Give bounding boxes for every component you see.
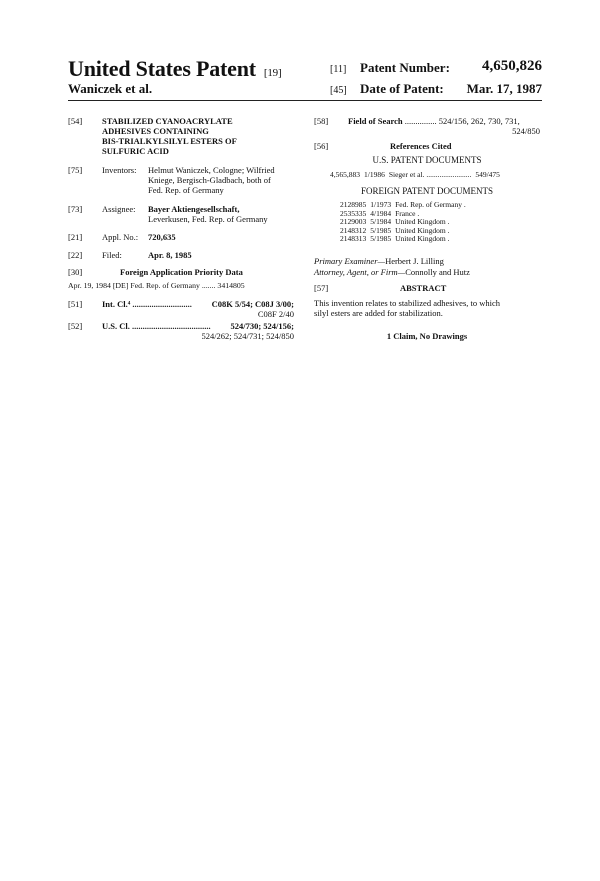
doc-number: 2535335 [340,208,367,218]
doc-date: 1/1973 [370,200,392,209]
attorney [314,267,470,277]
doc-number: 2148312 [340,225,367,235]
priority-heading: Foreign Application Priority Data [120,267,243,277]
doc-date: 5/1985 [370,225,392,235]
int-cl-code: [51] [68,299,83,309]
appl-no-code: [21] [68,232,83,242]
doc-date: 4/1984 [370,208,392,218]
us-patent-docs-heading: U.S. PATENT DOCUMENTS [372,155,482,165]
field-of-search-label: Field of Search [348,116,403,126]
int-cl-label: Int. Cl.⁴ ............................ [102,299,192,309]
invention-title-line: SULFURIC ACID [102,146,169,156]
abstract-section [314,283,540,293]
foreign-docs-table [340,201,470,244]
abstract-line: This invention relates to stabilized adhesives, to which [314,298,501,308]
us-cl-value: 524/730; 524/156; [230,321,294,331]
patent-author: Waniczek et al. [68,81,153,96]
doc-date: 1/1986 [364,170,385,179]
title-section [68,116,237,156]
field-of-search-code: [58] [314,116,329,126]
int-cl-value: C08K 5/54; C08J 3/00; [211,299,294,309]
int-cl-value-2: C08F 2/40 [257,309,294,319]
title-section-code: [54] [68,116,83,126]
date-of-patent-row [330,81,542,97]
patent-number-code: [11] [330,64,347,75]
references-section [314,141,540,151]
invention-title-line: STABILIZED CYANOACRYLATE [102,116,233,126]
abstract-line: silyl esters are added for stabilization. [314,308,443,318]
doc-country: France . [395,208,420,218]
primary-examiner-value: Herbert J. Lilling [385,256,444,266]
us-cl-label: U.S. Cl. ..................................... [102,321,211,331]
assignee-section [68,204,268,224]
filed-value: Apr. 8, 1985 [148,250,192,260]
inventors-line: Helmut Waniczek, Cologne; Wilfried [148,165,275,175]
doc-country: United Kingdom . [395,217,450,226]
abstract-heading: ABSTRACT [400,283,447,293]
attorney-value: Connolly and Hutz [405,267,470,277]
references-heading: References Cited [390,141,452,151]
doc-number: 4,565,883 [330,170,360,179]
inventors-section [68,165,275,195]
doc-number: 2128985 [340,200,367,209]
patent-number-value: 4,650,826 [482,58,542,74]
field-of-search-value-2: 524/850 [512,126,540,136]
abstract-code: [57] [314,283,329,293]
doc-country: United Kingdom . [395,234,450,243]
patent-title-text: United States Patent [68,56,256,81]
field-of-search-value: ............... 524/156, 262, 730, 731, [404,116,520,126]
doc-date: 5/1984 [370,217,392,226]
doc-date: 5/1985 [370,234,392,243]
table-row [340,235,470,244]
assignee-line: Leverkusen, Fed. Rep. of Germany [148,214,268,224]
priority-code: [30] [68,267,83,277]
foreign-patent-docs-heading: FOREIGN PATENT DOCUMENTS [360,186,494,196]
primary-examiner-label: Primary Examiner— [314,256,386,266]
field-of-search-section [314,116,540,136]
doc-number: 2148313 [340,234,367,243]
inventors-line: Fed. Rep. of Germany [148,185,224,195]
date-value: Mar. 17, 1987 [466,81,542,96]
claims-line: 1 Claim, No Drawings [386,331,468,341]
references-code: [56] [314,141,329,151]
us-cl-value-2: 524/262; 524/731; 524/850 [201,331,294,341]
filed-section [68,250,192,260]
primary-examiner [314,256,444,266]
inventors-line: Kniege, Bergisch-Gladbach, both of [148,175,271,185]
table-row [330,171,504,180]
us-cl-code: [52] [68,321,83,331]
assignee-code: [73] [68,204,83,214]
patent-number-label: Patent Number: [360,60,450,75]
inventors-label: Inventors: [102,165,137,175]
doc-number: 2129003 [340,217,367,226]
filed-label: Filed: [102,250,122,260]
doc-country: United Kingdom . [395,225,450,235]
filed-code: [22] [68,250,83,260]
us-docs-table [330,171,504,180]
priority-section [68,267,243,277]
doc-name: Sieger et al. ........................ [388,170,472,179]
int-cl-section [68,299,294,319]
date-code: [45] [330,85,347,96]
title-code: [19] [263,67,282,79]
doc-class: 549/475 [475,170,500,179]
invention-title-line: BIS-TRIALKYLSILYL ESTERS OF [102,136,237,146]
invention-title-line: ADHESIVES CONTAINING [102,126,209,136]
header-divider [68,100,542,101]
assignee-line: Bayer Aktiengesellschaft, [148,204,240,214]
patent-title [68,56,281,82]
inventors-code: [75] [68,165,83,175]
abstract-text [314,298,500,318]
us-cl-section [68,321,294,341]
assignee-label: Assignee: [102,204,136,214]
priority-line: Apr. 19, 1984 [DE] Fed. Rep. of Germany ....... 3414805 [68,281,245,290]
date-label: Date of Patent: [360,81,444,96]
doc-country: Fed. Rep. of Germany . [395,200,466,209]
patent-number-row [330,60,542,76]
appl-no-section [68,232,176,242]
appl-no-label: Appl. No.: [102,232,139,242]
appl-no-value: 720,635 [148,232,176,242]
attorney-label: Attorney, Agent, or Firm— [314,267,406,277]
